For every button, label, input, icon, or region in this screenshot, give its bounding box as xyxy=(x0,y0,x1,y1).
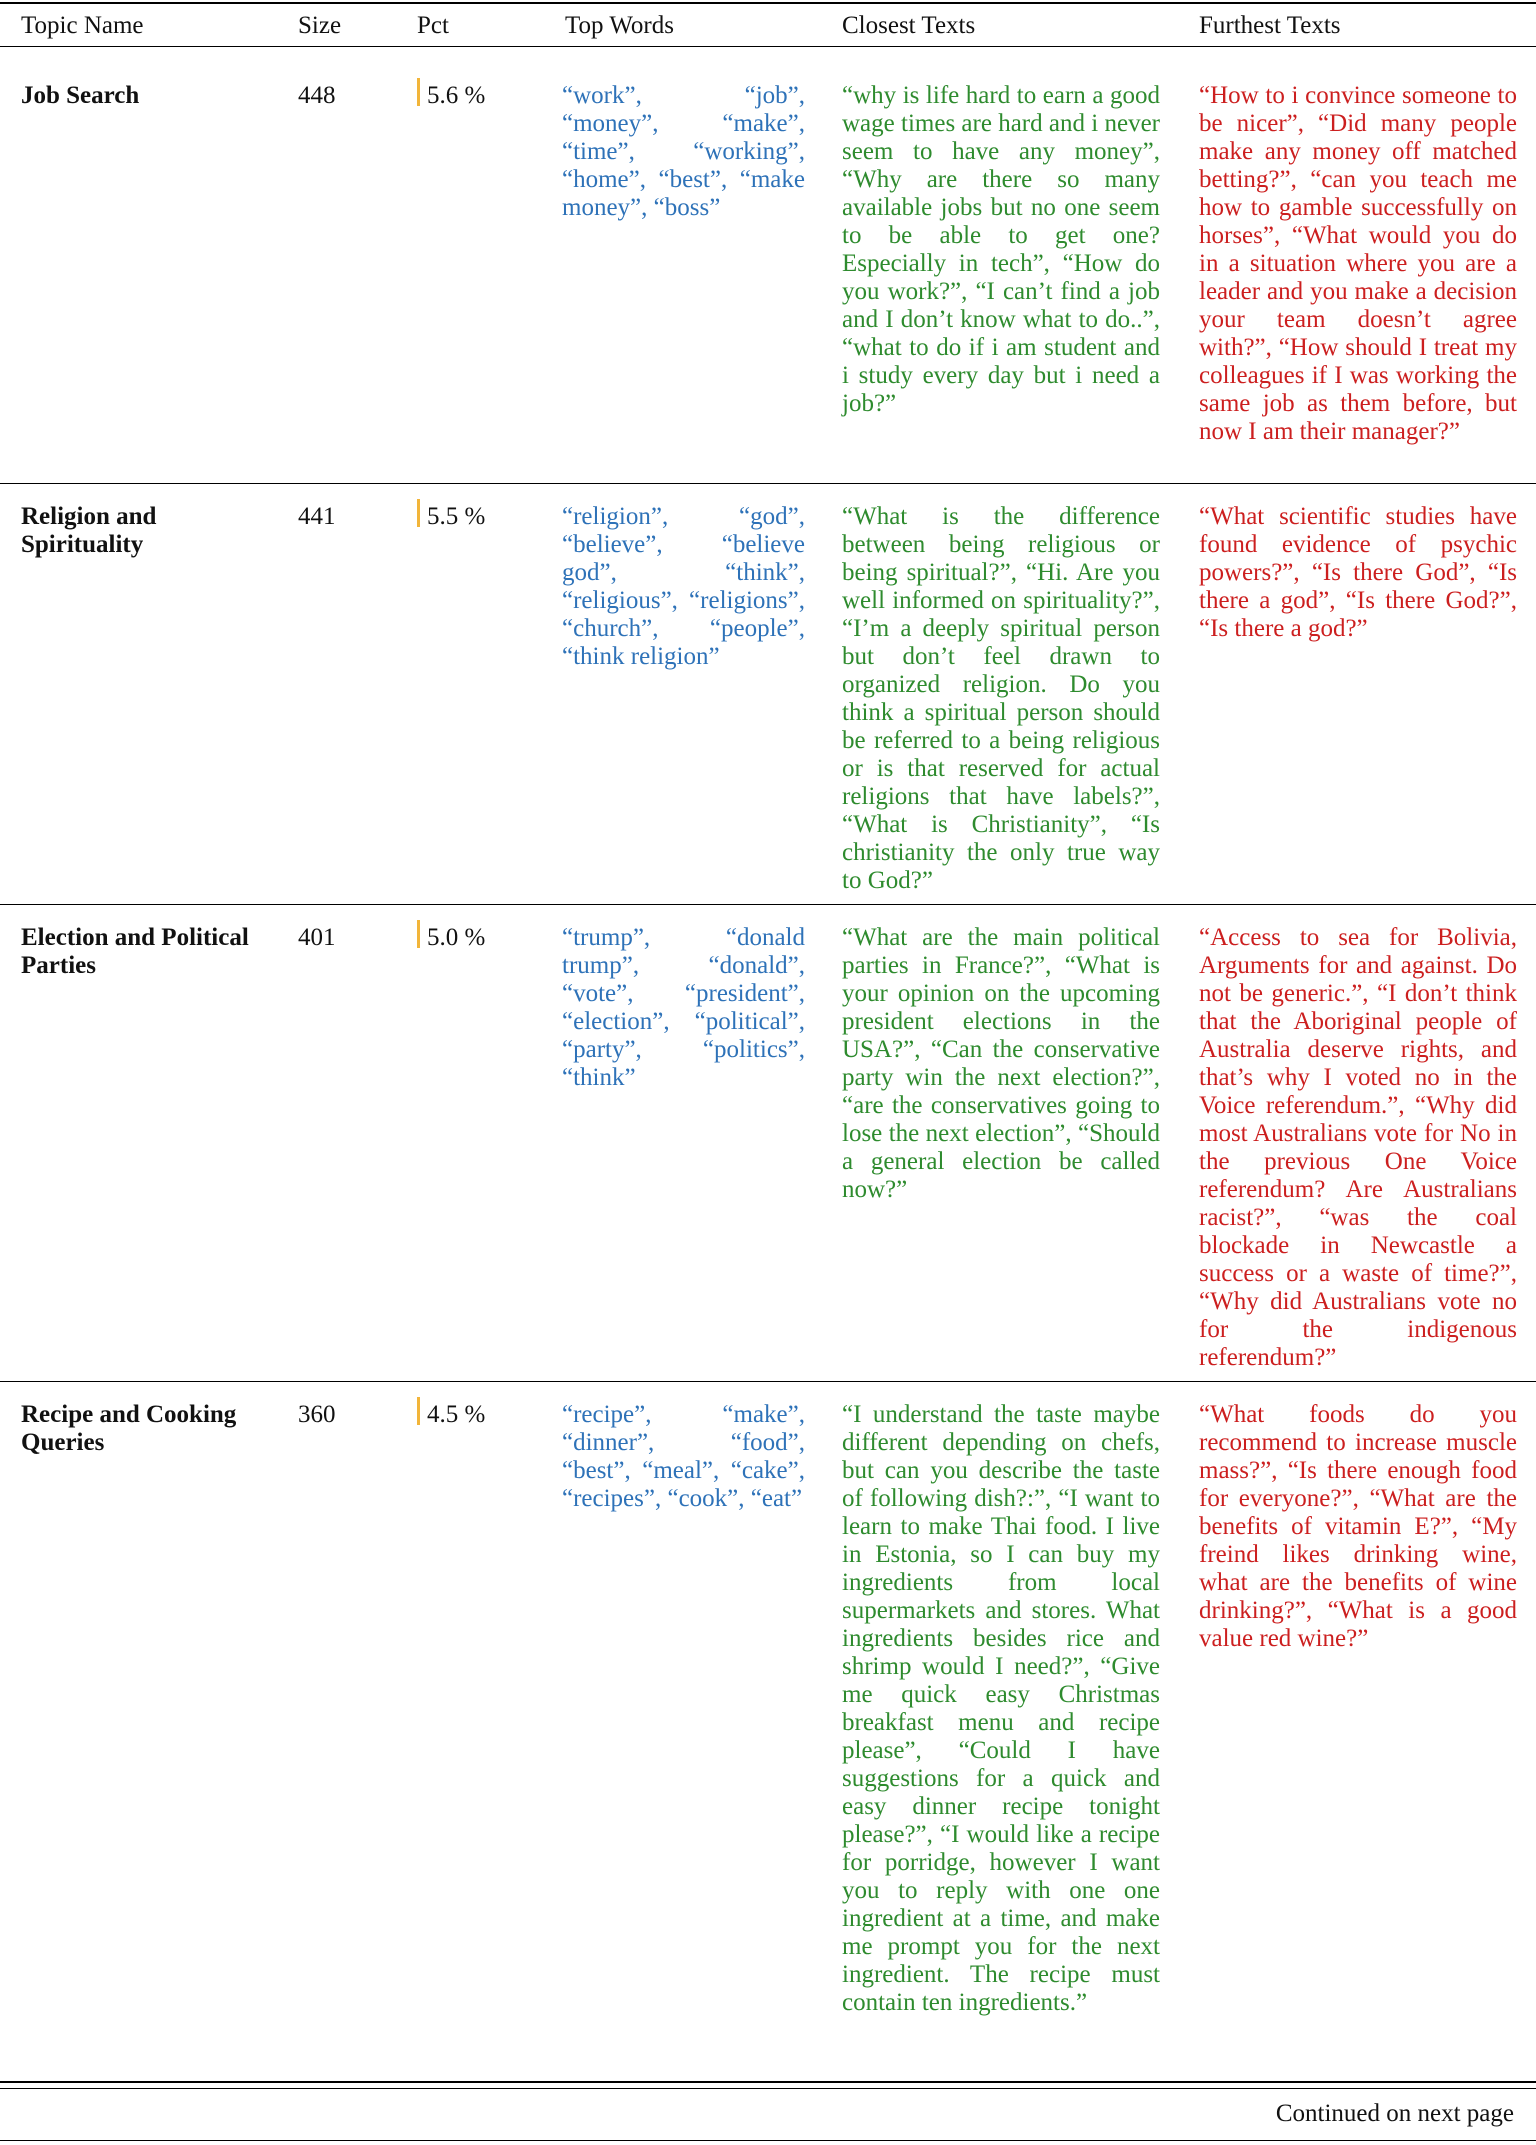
footer-rule xyxy=(0,2140,1536,2141)
row-rule xyxy=(0,904,1536,905)
table-row-pct: 4.5 % xyxy=(427,1401,486,1428)
table-row-top-words: “religion”, “god”, “believe”, “believe god”, “think”, “religious”, “religions”, “church”, “people”, “think religion” xyxy=(562,503,805,670)
header-pct: Pct xyxy=(417,12,449,39)
header-rule xyxy=(0,46,1536,47)
table-row-closest-texts: “What are the main political parties in France?”, “What is your opinion on the upcoming president elections in the USA?”, “Can the conservative party win the next election?”, “are the conservatives going to lose the next election”, “Should a general election be called now?” xyxy=(842,924,1160,1203)
table-row-topic: Election and Political Parties xyxy=(21,924,249,979)
table-row-pct: 5.0 % xyxy=(427,924,486,951)
header-size: Size xyxy=(298,12,342,39)
top-rule xyxy=(0,2,1536,4)
pct-bar xyxy=(417,78,420,106)
table-row-topic: Religion and Spirituality xyxy=(21,503,157,558)
table-row-furthest-texts: “Access to sea for Bolivia, Arguments for and against. Do not be generic.”, “I don’t think that the Aboriginal people of Australia deserve rights, and that’s why I voted no in the Voice referendum.”, “Why did most Australians vote for No in the previous One Voice referendum? Are Australians racist?”, “was the coal blockade in Newcastle a success or a waste of time?”, “Why did Australians vote no for the indigenous referendum?” xyxy=(1199,924,1517,1371)
table-row-size: 441 xyxy=(298,503,336,530)
table-row-closest-texts: “What is the difference between being religious or being spiritual?”, “Hi. Are you well informed on spirituality?”, “I’m a deeply spiritual person but don’t feel drawn to organized religion. Do you think a spiritual person should be referred to a being religious or is that reserved for actual religions that have labels?”, “What is Christianity”, “Is christianity the only true way to God?” xyxy=(842,503,1160,894)
header-closest-texts: Closest Texts xyxy=(842,12,976,39)
table-row-size: 401 xyxy=(298,924,336,951)
table-row-top-words: “trump”, “donald trump”, “donald”, “vote”, “president”, “election”, “political”, “party”, “politics”, “think” xyxy=(562,924,805,1091)
header-top-words: Top Words xyxy=(565,12,674,39)
table-row-furthest-texts: “What foods do you recommend to increase muscle mass?”, “Is there enough food for everyone?”, “What are the benefits of vitamin E?”, “My freind likes drinking wine, what are the benefits of wine drinking?”, “What is a good value red wine?” xyxy=(1199,1401,1517,1652)
table-row-pct: 5.5 % xyxy=(427,503,486,530)
table-row-topic: Job Search xyxy=(21,82,140,109)
table-row-pct: 5.6 % xyxy=(427,82,486,109)
bottom-rule-2 xyxy=(0,2088,1536,2089)
table-row-topic: Recipe and Cooking Queries xyxy=(21,1401,237,1456)
table-row-furthest-texts: “How to i convince someone to be nicer”, “Did many people make any money off matched betting?”, “can you teach me how to gamble successfully on horses”, “What would you do in a situation where you are a leader and you make a decision your team doesn’t agree with?”, “How should I treat my colleagues if I was working the same job as them before, but now I am their manager?” xyxy=(1199,82,1517,445)
table-row-top-words: “recipe”, “make”, “dinner”, “food”, “best”, “meal”, “cake”, “recipes”, “cook”, “eat” xyxy=(562,1401,805,1512)
table-row-size: 360 xyxy=(298,1401,336,1428)
pct-bar xyxy=(417,1397,420,1425)
table-row-furthest-texts: “What scientific studies have found evidence of psychic powers?”, “Is there God”, “Is there a god”, “Is there God?”, “Is there a god?” xyxy=(1199,503,1517,642)
bottom-rule xyxy=(0,2081,1536,2083)
header-furthest-texts: Furthest Texts xyxy=(1199,12,1341,39)
table-row-closest-texts: “why is life hard to earn a good wage times are hard and i never seem to have any money”, “Why are there so many available jobs but no one seem to be able to get one? Especially in tech”, “How do you work?”, “I can’t find a job and I don’t know what to do..”, “what to do if i am student and i study every day but i need a job?” xyxy=(842,82,1160,417)
header-topic-name: Topic Name xyxy=(21,12,144,39)
table-row-closest-texts: “I understand the taste maybe different depending on chefs, but can you describe the taste of following dish?:”, “I want to learn to make Thai food. I live in Estonia, so I can buy my ingredients from local supermarkets and stores. What ingredients besides rice and shrimp would I need?”, “Give me quick easy Christmas breakfast menu and recipe please”, “Could I have suggestions for a quick and easy dinner recipe tonight please?”, “I would like a recipe for porridge, however I want you to reply with one one ingredient at a time, and make me prompt you for the next ingredient. The recipe must contain ten ingredients.” xyxy=(842,1401,1160,2016)
row-rule xyxy=(0,1381,1536,1382)
table-row-top-words: “work”, “job”, “money”, “make”, “time”, “working”, “home”, “best”, “make money”, “boss” xyxy=(562,82,805,221)
table-row-size: 448 xyxy=(298,82,336,109)
row-rule xyxy=(0,483,1536,484)
pct-bar xyxy=(417,499,420,527)
pct-bar xyxy=(417,920,420,948)
continued-footer: Continued on next page xyxy=(1275,2100,1514,2127)
